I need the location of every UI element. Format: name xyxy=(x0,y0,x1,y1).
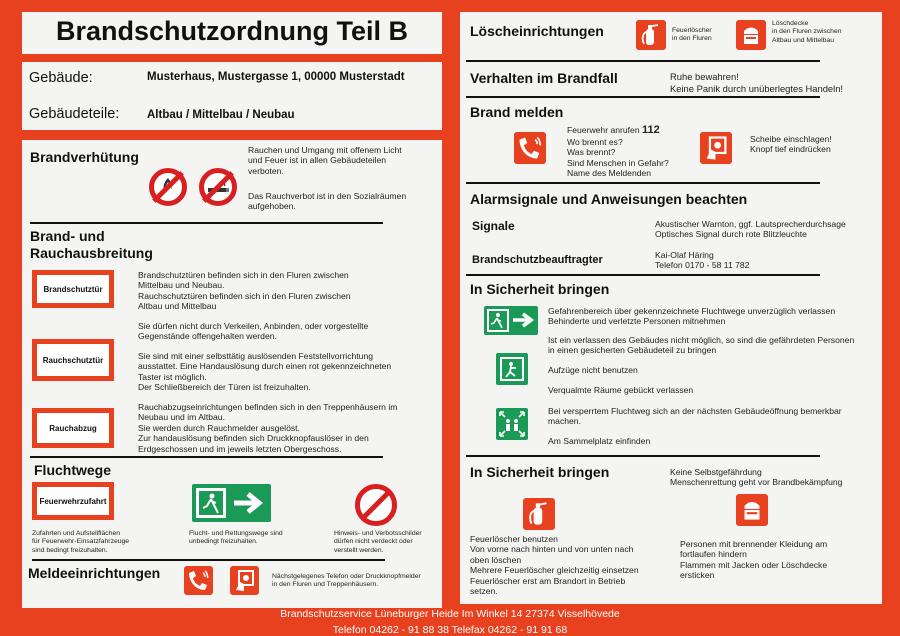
sicherheit-heading-2: In Sicherheit bringen xyxy=(470,464,610,480)
divider xyxy=(32,559,385,561)
brandschutztuer-label: Brandschutztür xyxy=(32,270,114,308)
signale-label: Signale xyxy=(472,219,515,233)
verhalten-text: Ruhe bewahren! Keine Panik durch unüberlegtes Handeln! xyxy=(670,71,844,94)
divider xyxy=(466,60,820,62)
brandverhuetung-text-2: Das Rauchverbot ist in den Sozialräumen aufgehoben. xyxy=(248,191,407,212)
meldeeinrichtungen-text: Nächstgelegenes Telefon oder Druckknopfmelder in den Fluren und Treppenhäusern. xyxy=(272,573,421,589)
sicherheit-text-6: Am Sammelplatz einfinden xyxy=(548,436,651,446)
fire-blanket-icon xyxy=(736,20,766,50)
no-open-flame-icon xyxy=(149,168,187,206)
sicherheit-text-4: Verqualmte Räume gebückt verlassen xyxy=(548,385,694,395)
divider xyxy=(466,274,820,276)
fluchtwege-caption-1: Zufahrten und Aufstellflächen für Feuerwehr-Einsatzfahrzeuge sind bedingt freizuhalten. xyxy=(32,530,130,554)
emergency-exit-icon xyxy=(192,484,271,522)
fluchtwege-heading: Fluchtwege xyxy=(34,462,112,478)
loescheinrichtungen-heading: Löscheinrichtungen xyxy=(470,23,604,39)
feuerwehr-anrufen-text: Feuerwehr anrufen xyxy=(567,125,640,135)
fire-extinguisher-icon xyxy=(636,20,666,50)
gebaeude-value: Musterhaus, Mustergasse 1, 00000 Musterstadt xyxy=(147,71,405,83)
rauchschutztuer-label: Rauchschutztür xyxy=(32,339,114,381)
ausbreitung-text-2: Sie dürfen nicht durch Verkeilen, Anbinden, oder vorgestellte Gegenstände offengehalten werden. xyxy=(138,321,369,342)
title-panel xyxy=(22,12,442,54)
loescheinrichtungen-caption-1: Feuerlöscher in den Fluren xyxy=(672,27,712,43)
brand-melden-heading: Brand melden xyxy=(470,104,564,120)
sicherheit-text-3: Aufzüge nicht benutzen xyxy=(548,365,638,375)
emergency-assistance-icon xyxy=(496,353,528,385)
divider xyxy=(466,182,820,184)
brandschutzbeauftragter-label: Brandschutzbeauftragter xyxy=(472,254,603,266)
feuerwehrzufahrt-label: Feuerwehrzufahrt xyxy=(32,482,114,520)
sicherheit-text-1: Gefahrenbereich über gekennzeichnete Fluchtwege unverzüglich verlassen Behinderte und verletzte Personen mitnehmen xyxy=(548,306,836,327)
no-smoking-icon xyxy=(199,168,237,206)
divider xyxy=(466,96,820,98)
fire-extinguisher-icon xyxy=(523,498,555,530)
gebaeudeteile-value: Altbau / Mittelbau / Neubau xyxy=(147,109,295,121)
brandverhuetung-text-1: Rauchen und Umgang mit offenem Licht und Feuer ist in allen Gebäudeteilen verboten. xyxy=(248,145,402,176)
divider xyxy=(30,222,383,224)
fire-phone-icon xyxy=(184,566,213,595)
brandschutzbeauftragter-text: Kai-Olaf Häring Telefon 0170 - 58 11 782 xyxy=(655,250,750,271)
sicherheit-text-5: Bei versperrtem Fluchtweg sich an der nächsten Gebäudeöffnung bemerkbar machen. xyxy=(548,406,842,427)
sicherheit-left-text: Feuerlöscher benutzen Von vorne nach hinten und von unten nach oben löschen Mehrere Feuerlöscher gleichzeitig einsetzen Feuerlöscher erst am Brandort in Betrieb setzen. xyxy=(470,534,639,597)
melden-alarm-text: Scheibe einschlagen! Knopf tief eindrücken xyxy=(750,134,832,155)
footer-address: Brandschutzservice Lüneburger Heide Im Winkel 14 27374 Visselhövede xyxy=(280,608,620,620)
gebaeude-label: Gebäude: xyxy=(29,70,93,86)
meldeeinrichtungen-heading: Meldeeinrichtungen xyxy=(28,565,161,581)
melden-questions: Wo brennt es? Was brennt? Sind Menschen in Gefahr? Name des Meldenden xyxy=(567,137,669,179)
ausbreitung-text-4: Rauchabzugseinrichtungen befinden sich in den Treppenhäusern im Neubau und im Altbau. Sie werden durch Rauchmelder ausgelöst. Zur handauslösung befinden sich Druckknopfauslöser in den Erdgeschossen und im jeweils letzten Obergeschoss. xyxy=(138,402,398,454)
sicherheit-right-text: Personen mit brennender Kleidung am fortlaufen hindern Flammen mit Jacken oder Löschdecke ersticken xyxy=(680,539,828,581)
alarmsignale-heading: Alarmsignale und Anweisungen beachten xyxy=(470,191,748,207)
rauchabzug-label: Rauchabzug xyxy=(32,408,114,448)
sicherheit-intro: Keine Selbstgefährdung Menschenrettung geht vor Brandbekämpfung xyxy=(670,467,843,488)
right-content-panel xyxy=(460,12,882,604)
divider xyxy=(30,456,383,458)
sicherheit-text-2: Ist ein verlassen des Gebäudes nicht möglich, so sind die gefährdeten Personen in einen gesicherten Gebäudeteil zu bringen xyxy=(548,335,855,356)
signale-text: Akustischer Warnton, ggf. Lautsprecherdurchsage Optisches Signal durch rote Blitzleuchte xyxy=(655,219,846,240)
feuerwehr-anrufen-line xyxy=(567,125,660,135)
footer-phone: Telefon 04262 - 91 88 38 Telefax 04262 - 91 91 68 xyxy=(332,624,568,636)
ausbreitung-text-1: Brandschutztüren befinden sich in den Fluren zwischen Mittelbau und Neubau. Rauchschutztüren befinden sich in den Fluren zwischen Altbau und Mittelbau xyxy=(138,270,351,312)
fire-phone-icon xyxy=(514,132,546,164)
page-title: Brandschutzordnung Teil B xyxy=(56,16,408,46)
ausbreitung-text-3: Sie sind mit einer selbsttätig auslösenden Feststellvorrichtung ausstattet. Eine Handauslösung durch einen rot gekennzeichneten Taster ist möglich. Der Schließbereich der Türen ist freizuhalten. xyxy=(138,351,392,393)
fluchtwege-caption-3: Hinweis- und Verbotsschilder dürfen nicht verdeckt oder verstellt werden. xyxy=(334,530,422,554)
divider xyxy=(466,455,820,457)
building-panel xyxy=(22,62,442,130)
fire-alarm-button-icon xyxy=(700,132,732,164)
brandverhuetung-heading: Brandverhütung xyxy=(30,149,139,165)
fluchtwege-caption-2: Flucht- und Rettungswege sind unbedingt freizuhalten. xyxy=(189,530,283,546)
fire-blanket-icon xyxy=(736,494,768,526)
sicherheit-heading-1: In Sicherheit bringen xyxy=(470,281,610,297)
ausbreitung-heading: Brand- und Rauchausbreitung xyxy=(30,228,153,261)
left-content-panel xyxy=(22,140,442,608)
prohibition-sign-icon xyxy=(355,484,397,526)
assembly-point-icon xyxy=(496,408,528,440)
loescheinrichtungen-caption-2: Löschdecke in den Fluren zwischen Altbau und Mittelbau xyxy=(772,20,842,44)
emergency-number: 112 xyxy=(642,124,660,136)
gebaeudeteile-label: Gebäudeteile: xyxy=(29,106,120,122)
fire-alarm-button-icon xyxy=(230,566,259,595)
verhalten-heading: Verhalten im Brandfall xyxy=(470,70,618,86)
emergency-exit-icon xyxy=(484,306,538,335)
